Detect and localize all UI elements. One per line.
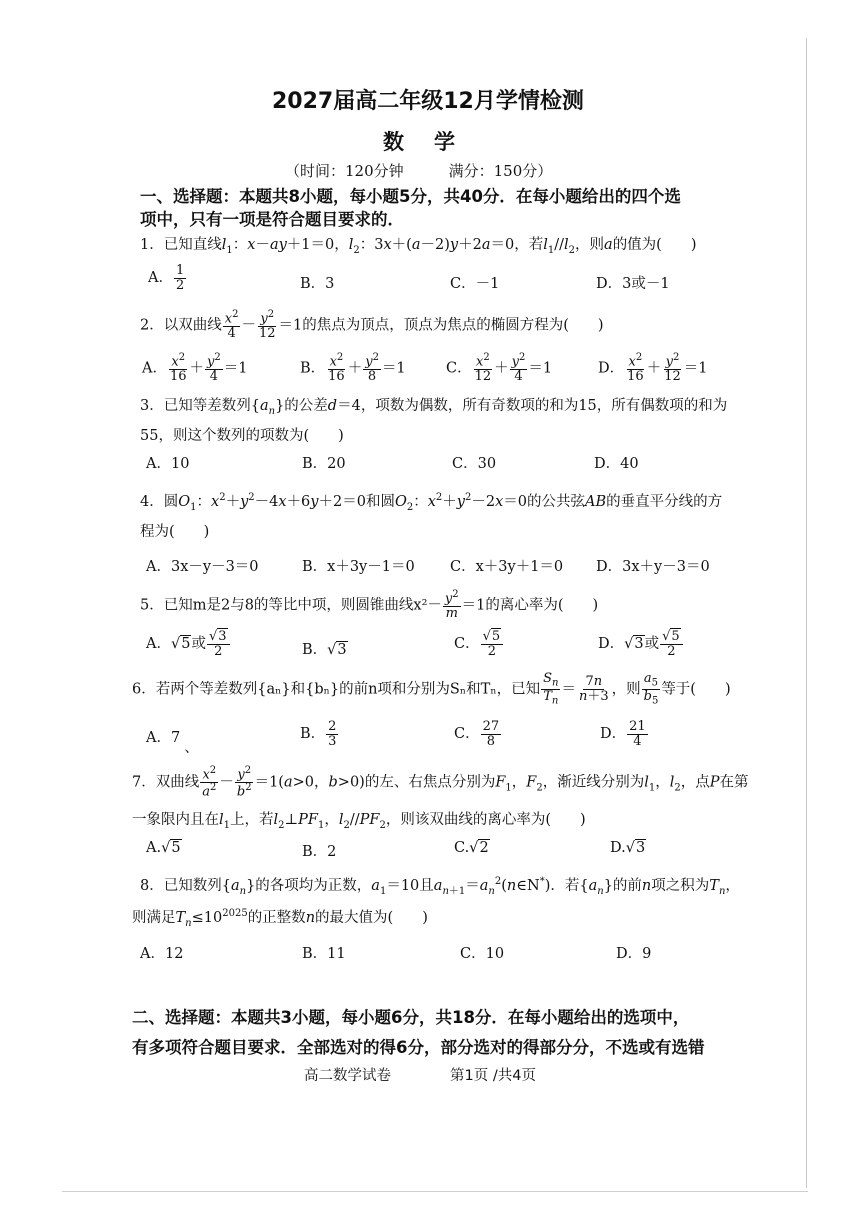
q6-frac-st: $\frac{S_n}{T_n}$	[543, 671, 559, 707]
q2-option-b: B． $\frac{x^2}{16}$ ＋ $\frac{y^2}{8}$ ＝1	[300, 352, 406, 384]
q3-option-a: A．10	[146, 456, 190, 472]
q4-option-c: C．x＋3y＋1＝0	[450, 559, 564, 575]
q3-option-c: C．30	[452, 456, 497, 472]
q2-suffix: ＝1的焦点为顶点，顶点为焦点的椭圆方程为( )	[278, 317, 604, 334]
scan-edge-right	[806, 38, 807, 1188]
q6-option-a	[146, 726, 199, 756]
q8-stem-line1: 8．已知数列$\{a_n\}$的各项均为正数，$a_1=10$且$a_{n+1}=a_n^2(n\in N^*)$．若$\{a_n\}$的前n项之积为$T_n$，	[140, 876, 740, 897]
subject-title: 数学	[383, 130, 485, 154]
q1-option-a-num: 1	[175, 263, 185, 278]
q6-suffix: 等于( )	[661, 681, 731, 698]
q4-option-b: B．x＋3y－1＝0	[302, 559, 415, 575]
q8-option-a: A．12	[140, 946, 184, 962]
q1-option-a-label: A．	[148, 270, 173, 287]
q5-prefix: 5．已知m是2与8的等比中项，则圆锥曲线x²－	[140, 597, 442, 614]
q6-option-a-mark: 、	[184, 740, 199, 756]
q6-prefix: 6．若两个等差数列{aₙ}和{bₙ}的前n项和分别为Sₙ和Tₙ，已知	[132, 681, 541, 698]
exam-meta: （时间：120分钟 满分：150分）	[285, 162, 553, 180]
q5-option-d: D．√3或 $\frac{√5}{2}$	[598, 630, 684, 658]
q1-stem: 1．已知直线$l_1$：x－ay＋1＝0，$l_2$：3x＋(a－2)y＋2a＝0，若$l_1//l_2$，则a的值为( )	[140, 237, 697, 256]
q2-option-d: D． $\frac{x^2}{16}$ ＋ $\frac{y^2}{12}$ ＝1	[598, 352, 708, 384]
q7-option-c: C.√2	[454, 840, 489, 856]
section1-heading-line1: 一、选择题：本题共8小题，每小题5分，共40分．在每小题给出的四个选	[140, 187, 681, 206]
q6-option-b: B． $\frac{2}{3}$	[300, 719, 337, 749]
q7-frac-y: $\frac{y^2}{b^2}$	[236, 765, 252, 800]
q7-option-d: D.√3	[610, 840, 646, 856]
q4-option-d: D．3x＋y－3＝0	[596, 559, 710, 575]
q2-option-c: C． $\frac{x^2}{12}$ ＋ $\frac{y^2}{4}$ ＝1	[446, 352, 553, 384]
q1-option-a	[148, 264, 187, 292]
footer-paper-name: 高二数学试卷	[304, 1068, 391, 1084]
q7-option-b: B．2	[302, 844, 337, 860]
q6-option-a-text: A．7	[146, 730, 181, 746]
scan-edge-bottom	[62, 1191, 808, 1192]
q6-mid: ，则	[611, 681, 641, 698]
q3-option-d: D．40	[594, 456, 639, 472]
q4-stem-line1: 4．圆$O_1$：$x^2+y^2-4x+6y+2=0$和圆$O_2$：$x^2+y^2-2x=0$的公共弦AB的垂直平分线的方	[140, 492, 723, 513]
q7-frac-x: $\frac{x^2}{a^2}$	[202, 765, 217, 800]
q6-frac-ab: $\frac{a_5}{b_5}$	[643, 671, 659, 707]
q8-option-b: B．11	[302, 946, 346, 962]
q5-stem	[140, 590, 598, 621]
section1-heading-line2: 项中，只有一项是符合题目要求的．	[140, 210, 404, 229]
q2-option-a: A． $\frac{x^2}{16}$ ＋ $\frac{y^2}{4}$ ＝1	[142, 352, 248, 384]
q5-option-a: A．√5或 $\frac{√3}{2}$	[146, 630, 231, 658]
section2-heading-line2: 有多项符合题目要求．全部选对的得6分，部分选对的得部分分，不选或有选错	[132, 1038, 705, 1057]
q8-option-c: C．10	[460, 946, 505, 962]
q7-stem-line1: 7．双曲线 $\frac{x^2}{a^2}$ － $\frac{y^2}{b^2}$ ＝1(a>0，b>0)的左、右焦点分别为$F_1$，$F_2$，渐近线分别为$l_1$，$l_2$，点P在第	[132, 765, 749, 800]
q3-stem-line1: 3．已知等差数列$\{a_n\}$的公差d＝4，项数为偶数，所有奇数项的和为15，所有偶数项的和为	[140, 398, 728, 417]
q2-stem: 2．以双曲线 $\frac{x^2}{4}$ － $\frac{y^2}{12}$ ＝1的焦点为顶点，顶点为焦点的椭圆方程为( )	[140, 309, 604, 341]
q2-frac-y: $\frac{y^2}{12}$	[258, 309, 276, 341]
q1-option-a-den: 2	[175, 277, 185, 293]
q4-option-a: A．3x－y－3＝0	[146, 559, 259, 575]
q5-frac: $\frac{y^2}{m}$	[444, 589, 459, 621]
q6-option-c: C． $\frac{27}{8}$	[454, 719, 500, 749]
q1-option-c: C．－1	[450, 276, 500, 292]
q6-option-d: D． $\frac{21}{4}$	[600, 719, 646, 749]
section2-heading-line1: 二、选择题：本题共3小题，每小题6分，共18分．在每小题给出的选项中，	[132, 1008, 690, 1027]
q3-stem-line2: 55，则这个数列的项数为( )	[140, 428, 344, 444]
q2-frac-x: $\frac{x^2}{4}$	[224, 309, 239, 341]
q6-frac-7n: $\frac{7n}{n+3}$	[578, 674, 609, 705]
q5-option-b: B．√3	[302, 642, 347, 658]
q1-option-a-fraction	[174, 264, 186, 292]
footer-page-number: 第1页 /共4页	[450, 1068, 536, 1084]
q5-suffix: ＝1的离心率为( )	[461, 597, 599, 614]
q7-stem-line2: 一象限内且在$l_1$上，若$l_2\perp PF_1$，$l_2//PF_2$，则该双曲线的离心率为( )	[132, 812, 586, 831]
q5-option-c: C． $\frac{√5}{2}$	[454, 630, 504, 658]
q2-prefix: 2．以双曲线	[140, 317, 222, 334]
q8-stem-line2: 则满足$T_n\le 10^{2025}$的正整数n的最大值为( )	[132, 908, 428, 929]
q8-option-d: D．9	[616, 946, 652, 962]
q7-prefix: 7．双曲线	[132, 774, 200, 791]
q6-stem: 6．若两个等差数列{aₙ}和{bₙ}的前n项和分别为Sₙ和Tₙ，已知 $\frac{S_n}{T_n}$ ＝ $\frac{7n}{n+3}$ ，则 $\frac{a_5}{b_5}$ 等于( )	[132, 671, 731, 707]
exam-title: 2027届高二年级12月学情检测	[272, 89, 584, 114]
q3-option-b: B．20	[302, 456, 346, 472]
q7-option-a: A.√5	[146, 840, 181, 856]
q4-stem-line2: 程为( )	[140, 524, 210, 540]
q1-option-d: D．3或－1	[596, 276, 670, 292]
q1-option-b: B．3	[300, 276, 335, 292]
